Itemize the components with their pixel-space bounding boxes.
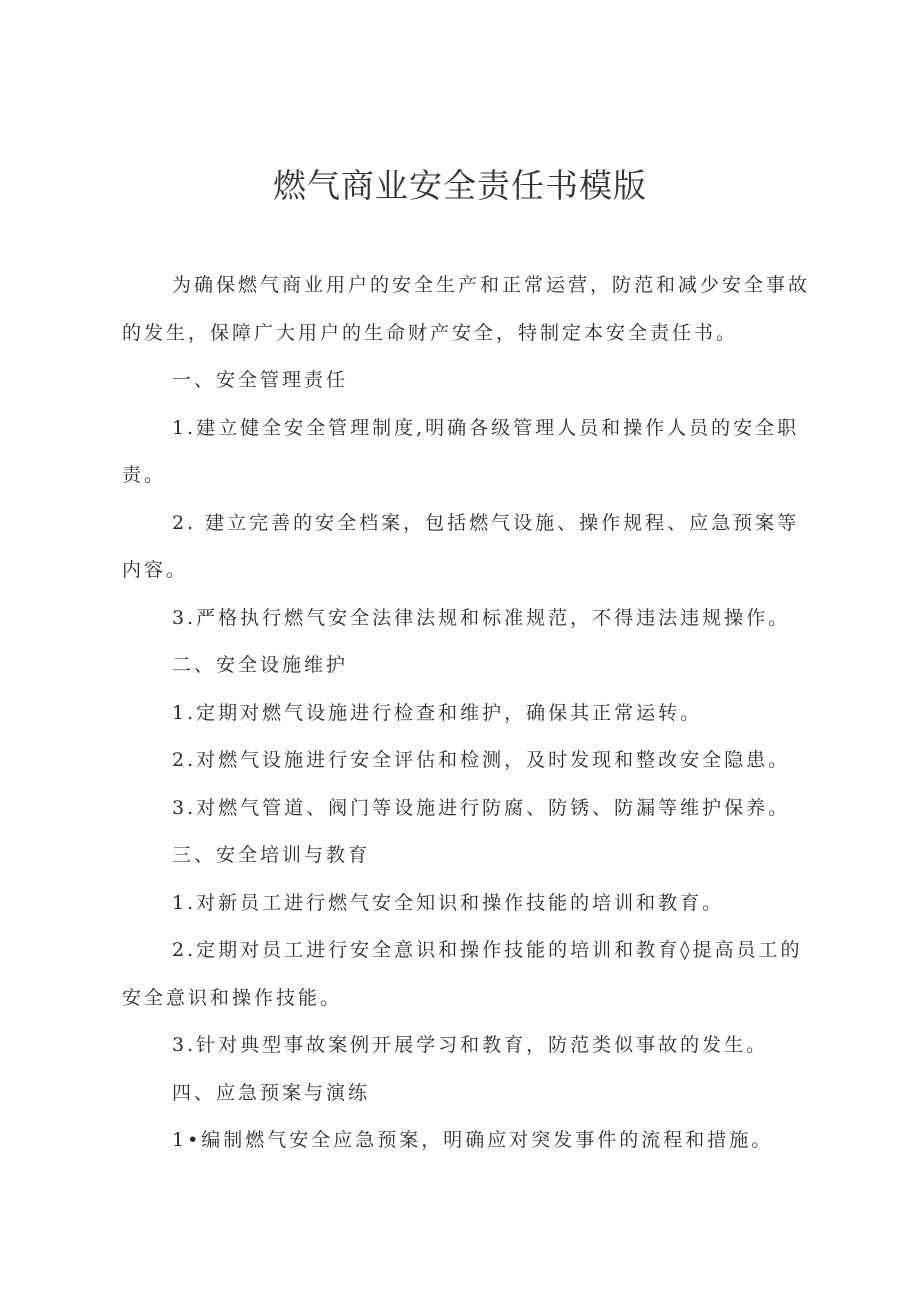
management-item-3: 3.严格执行燃气安全法律法规和标准规范，不得违法违规操作。 [172, 606, 791, 629]
document-title: 燃气商业安全责任书模版 [273, 166, 647, 205]
management-item-1: 1.建立健全安全管理制度,明确各级管理人员和操作人员的安全职责。 [122, 416, 800, 486]
training-item-3: 3.针对典型事故案例开展学习和教育，防范类似事故的发生。 [172, 1034, 769, 1056]
document-body [122, 262, 812, 1165]
facilities-item-3: 3.对燃气管道、阀门等设施进行防腐、防锈、防漏等维护保养。 [172, 796, 791, 819]
training-item-2: 2.定期对员工进行安全意识和操作技能的培训和教育◊提高员工的安全意识和操作技能。 [122, 939, 803, 1009]
section-heading-management: 一、安全管理责任 [172, 369, 349, 391]
intro-paragraph: 为确保燃气商业用户的安全生产和正常运营，防范和减少安全事故的发生，保障广大用户的生命财产安全，特制定本安全责任书。 [122, 274, 811, 344]
section-heading-facilities: 二、安全设施维护 [172, 654, 349, 676]
facilities-item-2: 2.对燃气设施进行安全评估和检测，及时发现和整改安全隐患。 [172, 749, 791, 771]
section-heading-training: 三、安全培训与教育 [172, 844, 371, 866]
facilities-item-1: 1.定期对燃气设施进行检查和维护，确保其正常运转。 [172, 701, 703, 724]
training-item-1: 1.对新员工进行燃气安全知识和操作技能的培训和教育。 [172, 891, 725, 914]
section-heading-emergency: 四、应急预案与演练 [172, 1081, 371, 1104]
emergency-item-1: 1•编制燃气安全应急预案，明确应对突发事件的流程和措施。 [172, 1129, 774, 1151]
management-item-2: 2. 建立完善的安全档案，包括燃气设施、操作规程、应急预案等内容。 [122, 511, 800, 581]
